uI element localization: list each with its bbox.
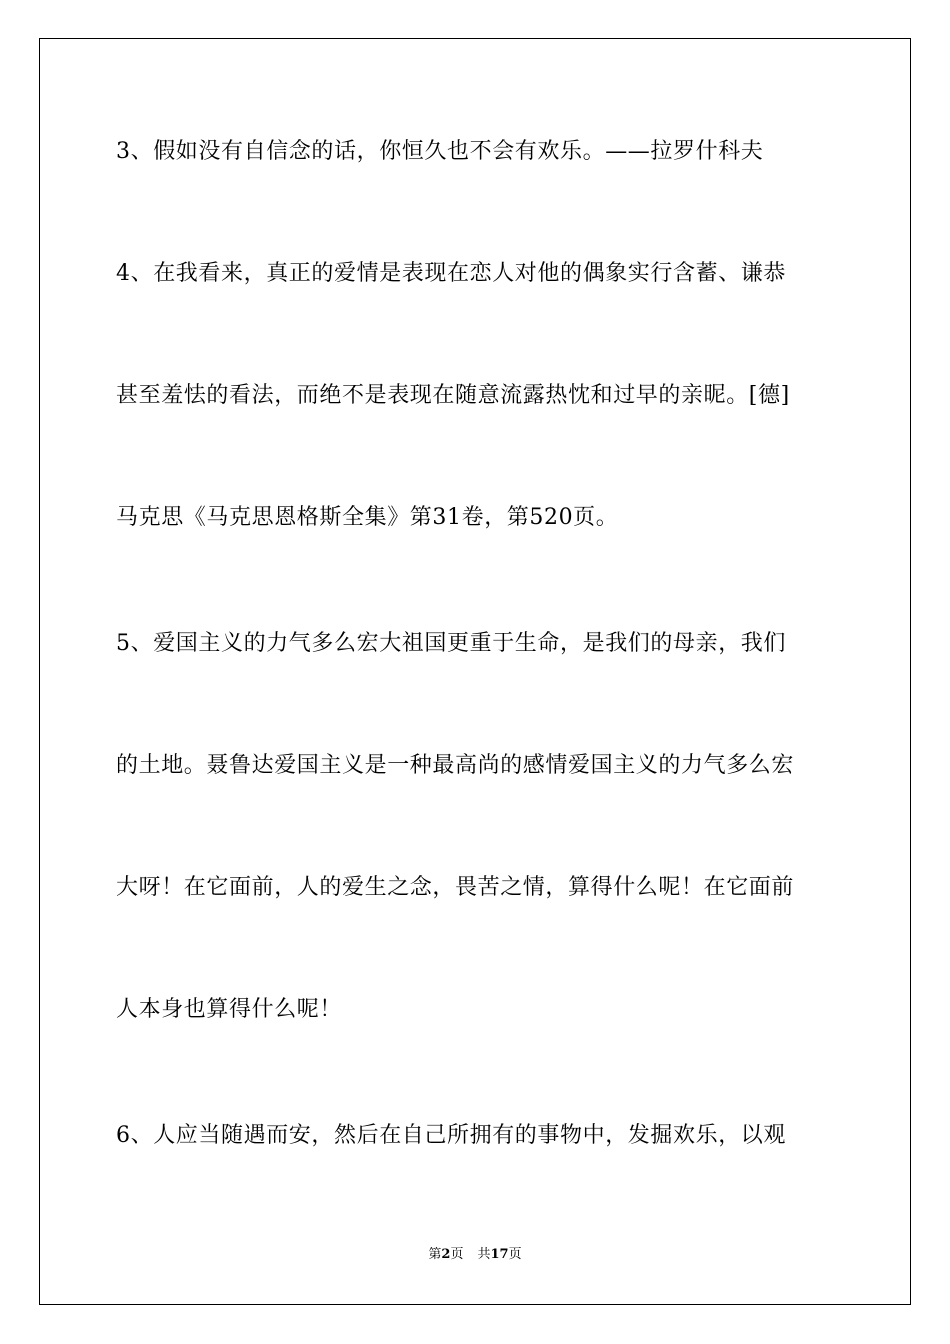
- text-line-3: 甚至羞怯的看法，而绝不是表现在随意流露热忱和过早的亲昵。[德]: [116, 383, 790, 408]
- text-line-6: 的土地。聂鲁达爱国主义是一种最高尚的感情爱国主义的力气多么宏: [116, 753, 795, 778]
- text-line-9: 6、人应当随遇而安，然后在自己所拥有的事物中，发掘欢乐，以观: [116, 1123, 786, 1148]
- page-border: [39, 38, 911, 1305]
- total-prefix: 共: [477, 1247, 491, 1262]
- page-footer: [0, 1246, 950, 1264]
- page-suffix: 页: [450, 1247, 464, 1262]
- text-line-2: 4、在我看来，真正的爱情是表现在恋人对他的偶象实行含蓄、谦恭: [116, 261, 786, 286]
- page-number: 2: [441, 1247, 451, 1262]
- total-suffix: 页: [508, 1247, 522, 1262]
- text-line-1: 3、假如没有自信念的话，你恒久也不会有欢乐。——拉罗什科夫: [116, 139, 764, 164]
- text-line-4: 马克思《马克思恩格斯全集》第31卷，第520页。: [116, 505, 619, 530]
- text-line-7: 大呀！在它面前，人的爱生之念，畏苦之情，算得什么呢！在它面前: [116, 875, 795, 900]
- text-line-5: 5、爱国主义的力气多么宏大祖国更重于生命，是我们的母亲，我们: [116, 631, 786, 656]
- total-pages: 17: [490, 1247, 509, 1262]
- page-prefix: 第: [428, 1247, 442, 1262]
- text-line-8: 人本身也算得什么呢！: [116, 997, 343, 1022]
